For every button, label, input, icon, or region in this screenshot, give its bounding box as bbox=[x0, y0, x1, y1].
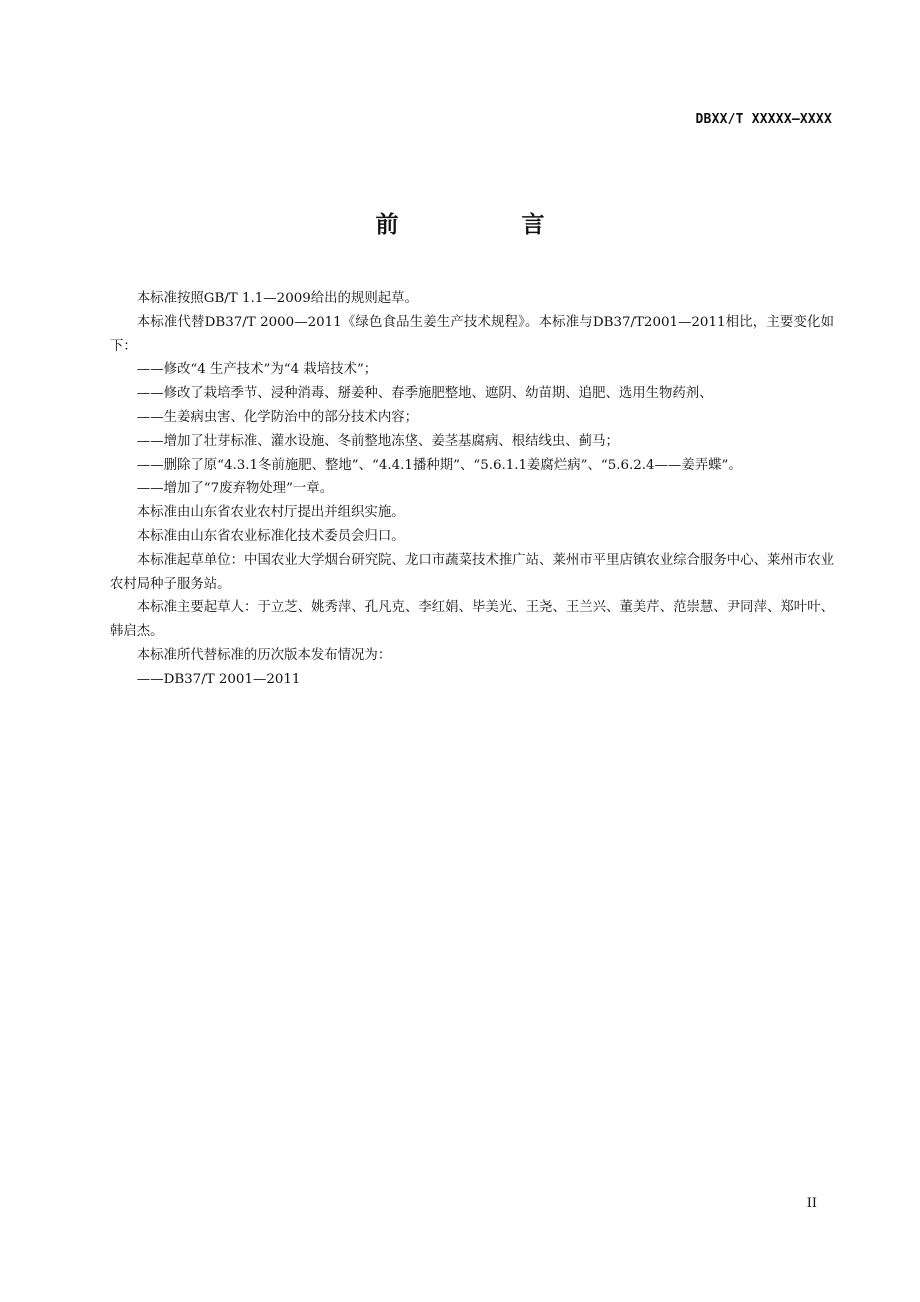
paragraph: 本标准起草单位：中国农业大学烟台研究院、龙口市蔬菜技术推广站、莱州市平里店镇农业综合服务中心、莱州市农业农村局种子服务站。 bbox=[110, 552, 834, 592]
foreword-body bbox=[110, 287, 834, 692]
standard-code: DBXX/T XXXXX—XXXX bbox=[695, 112, 832, 127]
paragraph: 本标准所代替标准的历次版本发布情况为： bbox=[136, 647, 392, 663]
paragraph: ——增加了“7废弃物处理”一章。 bbox=[136, 481, 334, 497]
paragraph: 本标准由山东省农业标准化技术委员会归口。 bbox=[136, 528, 405, 544]
paragraph: 本标准主要起草人：于立芝、姚秀萍、孔凡克、李红娟、毕美光、王尧、王兰兴、董美芹、范崇慧、尹同萍、郑叶叶、韩启杰。 bbox=[110, 600, 834, 640]
paragraph: ——增加了壮芽标准、灌水设施、冬前整地冻垡、姜茎基腐病、根结线虫、蓟马； bbox=[136, 433, 619, 449]
paragraph: 本标准按照GB/T 1.1—2009给出的规则起草。 bbox=[136, 291, 418, 306]
paragraph: ——修改“4 生产技术”为“4 栽培技术”； bbox=[136, 362, 378, 378]
page-number: II bbox=[806, 1196, 817, 1211]
paragraph: ——删除了原“4.3.1冬前施肥、整地”、“4.4.1播种期”、“5.6.1.1姜腐烂病”、“5.6.2.4——姜弄蝶”。 bbox=[136, 457, 742, 473]
page-title: 前 言 bbox=[375, 212, 595, 238]
paragraph: ——DB37/T 2001—2011 bbox=[136, 671, 301, 687]
paragraph: 本标准由山东省农业农村厅提出并组织实施。 bbox=[136, 505, 405, 521]
paragraph: ——生姜病虫害、化学防治中的部分技术内容； bbox=[136, 409, 418, 425]
paragraph: 本标准代替DB37/T 2000—2011《绿色食品生姜生产技术规程》。本标准与DB37/T2001—2011相比，主要变化如下： bbox=[110, 314, 834, 354]
paragraph: ——修改了栽培季节、浸种消毒、掰姜种、春季施肥整地、遮阴、幼苗期、追肥、选用生物药剂、 bbox=[136, 386, 713, 402]
